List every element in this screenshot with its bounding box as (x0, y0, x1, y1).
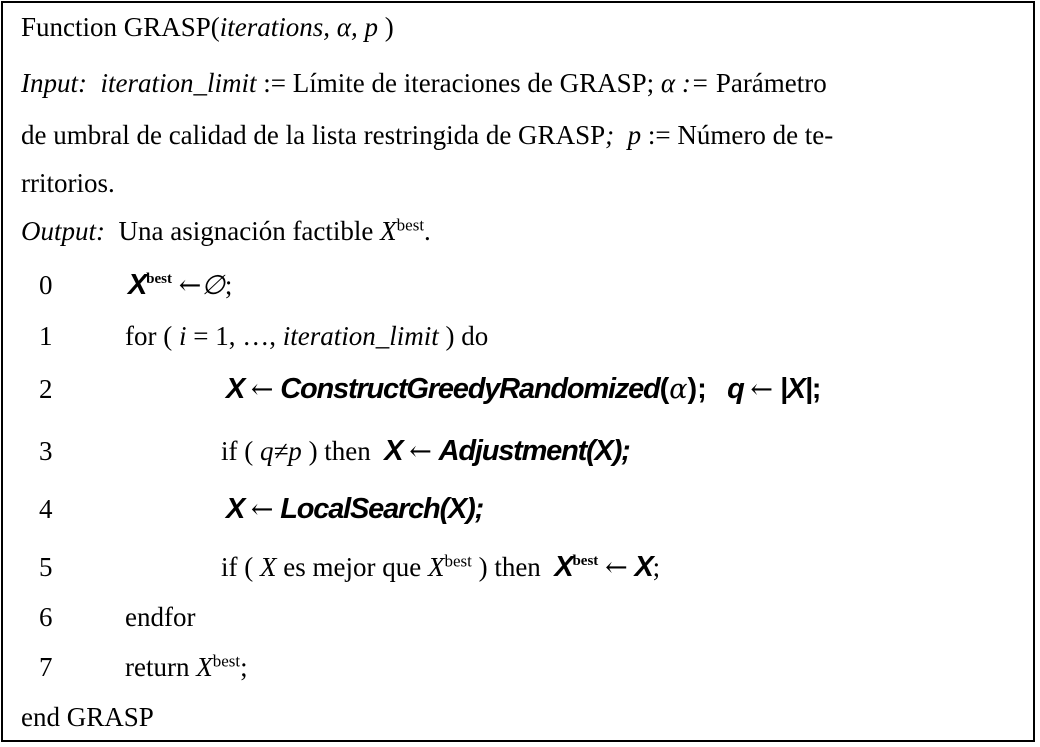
if-keyword: if ( (221, 436, 254, 466)
best-sup: best (572, 552, 599, 569)
if-keyword: if ( (221, 552, 254, 582)
step-number: 0 (39, 270, 53, 300)
step-number: 4 (39, 494, 53, 524)
step-number: 5 (39, 552, 53, 582)
function-header (21, 11, 394, 43)
end-keyword: end GRASP (21, 702, 154, 732)
step-4-code (226, 493, 483, 526)
x-var: X (196, 652, 213, 682)
step-2-code (226, 373, 821, 406)
best-sup: best (212, 651, 241, 671)
input-desc-3: rritorios. (21, 168, 115, 198)
period: . (424, 216, 431, 246)
func-args: (X); (439, 493, 484, 525)
x-var: X (128, 269, 147, 301)
arrow-symbol: ← (178, 270, 202, 301)
close-paren: ); (687, 373, 707, 405)
x-var: X (634, 551, 653, 583)
function-params: iterations, α, p (219, 12, 378, 42)
input-line-3 (21, 167, 115, 199)
iteration-limit-var: iteration_limit (282, 321, 439, 351)
input-desc-2: de umbral de calidad de la lista restringida de GRASP (21, 120, 606, 150)
semicolon: ; (811, 373, 822, 405)
input-desc-1-tail: Parámetro (715, 68, 827, 98)
p-var: p (627, 120, 642, 150)
step-number: 1 (39, 321, 53, 351)
arrow-symbol: ← (409, 436, 432, 467)
semicolon: ; (240, 652, 248, 682)
iteration-limit-var: iteration_limit (100, 68, 257, 98)
semicolon: ; (652, 552, 661, 582)
i-var: i (178, 321, 187, 351)
input-desc-2-tail: := Número de te- (647, 120, 834, 150)
q-var: q (727, 373, 744, 405)
range-text: = 1, …, (193, 321, 276, 351)
step-number: 6 (39, 602, 53, 632)
x-var: X (259, 552, 277, 582)
output-line (21, 215, 431, 247)
step-number: 2 (39, 374, 53, 404)
input-line-1 (21, 67, 827, 99)
func-args: (X); (586, 435, 630, 467)
construct-func: ConstructGreedyRandomized (280, 373, 660, 405)
arrow-symbol: ← (750, 374, 773, 405)
alpha-symbol: α (669, 374, 688, 405)
algorithm-frame (1, 1, 1035, 742)
step-5-code (221, 551, 660, 584)
adjustment-func: Adjustment (438, 435, 587, 467)
arrow-symbol: ← (250, 494, 274, 525)
output-var: X (380, 216, 397, 246)
step-number: 7 (39, 652, 53, 682)
input-label: Input: (21, 68, 87, 98)
best-sup: best (444, 551, 472, 571)
output-sup: best (396, 215, 425, 235)
arrow-symbol: ← (250, 374, 274, 405)
best-sup: best (146, 270, 172, 287)
endfor-keyword: endfor (125, 602, 196, 632)
for-keyword: for ( (125, 321, 173, 351)
step-number: 3 (39, 436, 53, 466)
comparison-text: es mejor que (283, 552, 422, 582)
empty-set-symbol: ∅ (201, 270, 225, 301)
abs-x: |X| (779, 373, 812, 405)
output-label: Output: (21, 216, 105, 246)
x-var: X (384, 435, 403, 467)
x-var: X (554, 551, 573, 583)
close-paren: ) (384, 12, 394, 42)
condition: q≠p (259, 436, 302, 466)
output-desc: Una asignación factible (118, 216, 374, 246)
step-7-code (125, 651, 248, 683)
semicolon: ; (605, 120, 615, 150)
function-keyword: Function GRASP( (21, 12, 220, 42)
x-var: X (226, 493, 245, 525)
input-line-2 (21, 119, 833, 151)
semicolon: ; (224, 270, 233, 300)
local-search-func: LocalSearch (280, 493, 440, 525)
alpha-def: α := (660, 68, 710, 98)
x-var: X (226, 373, 245, 405)
return-keyword: return (125, 652, 190, 682)
x-best-var: X (427, 552, 445, 582)
open-paren: ( (659, 373, 670, 405)
then-keyword: ) then (308, 436, 371, 466)
step-1-code (125, 320, 488, 352)
do-keyword: ) do (445, 321, 489, 351)
end-grasp (21, 701, 154, 733)
then-keyword: ) then (478, 552, 541, 582)
step-0-code (128, 269, 232, 302)
step-3-code (221, 435, 630, 468)
arrow-symbol: ← (605, 552, 628, 583)
input-desc-1: := Límite de iteraciones de GRASP; (263, 68, 655, 98)
